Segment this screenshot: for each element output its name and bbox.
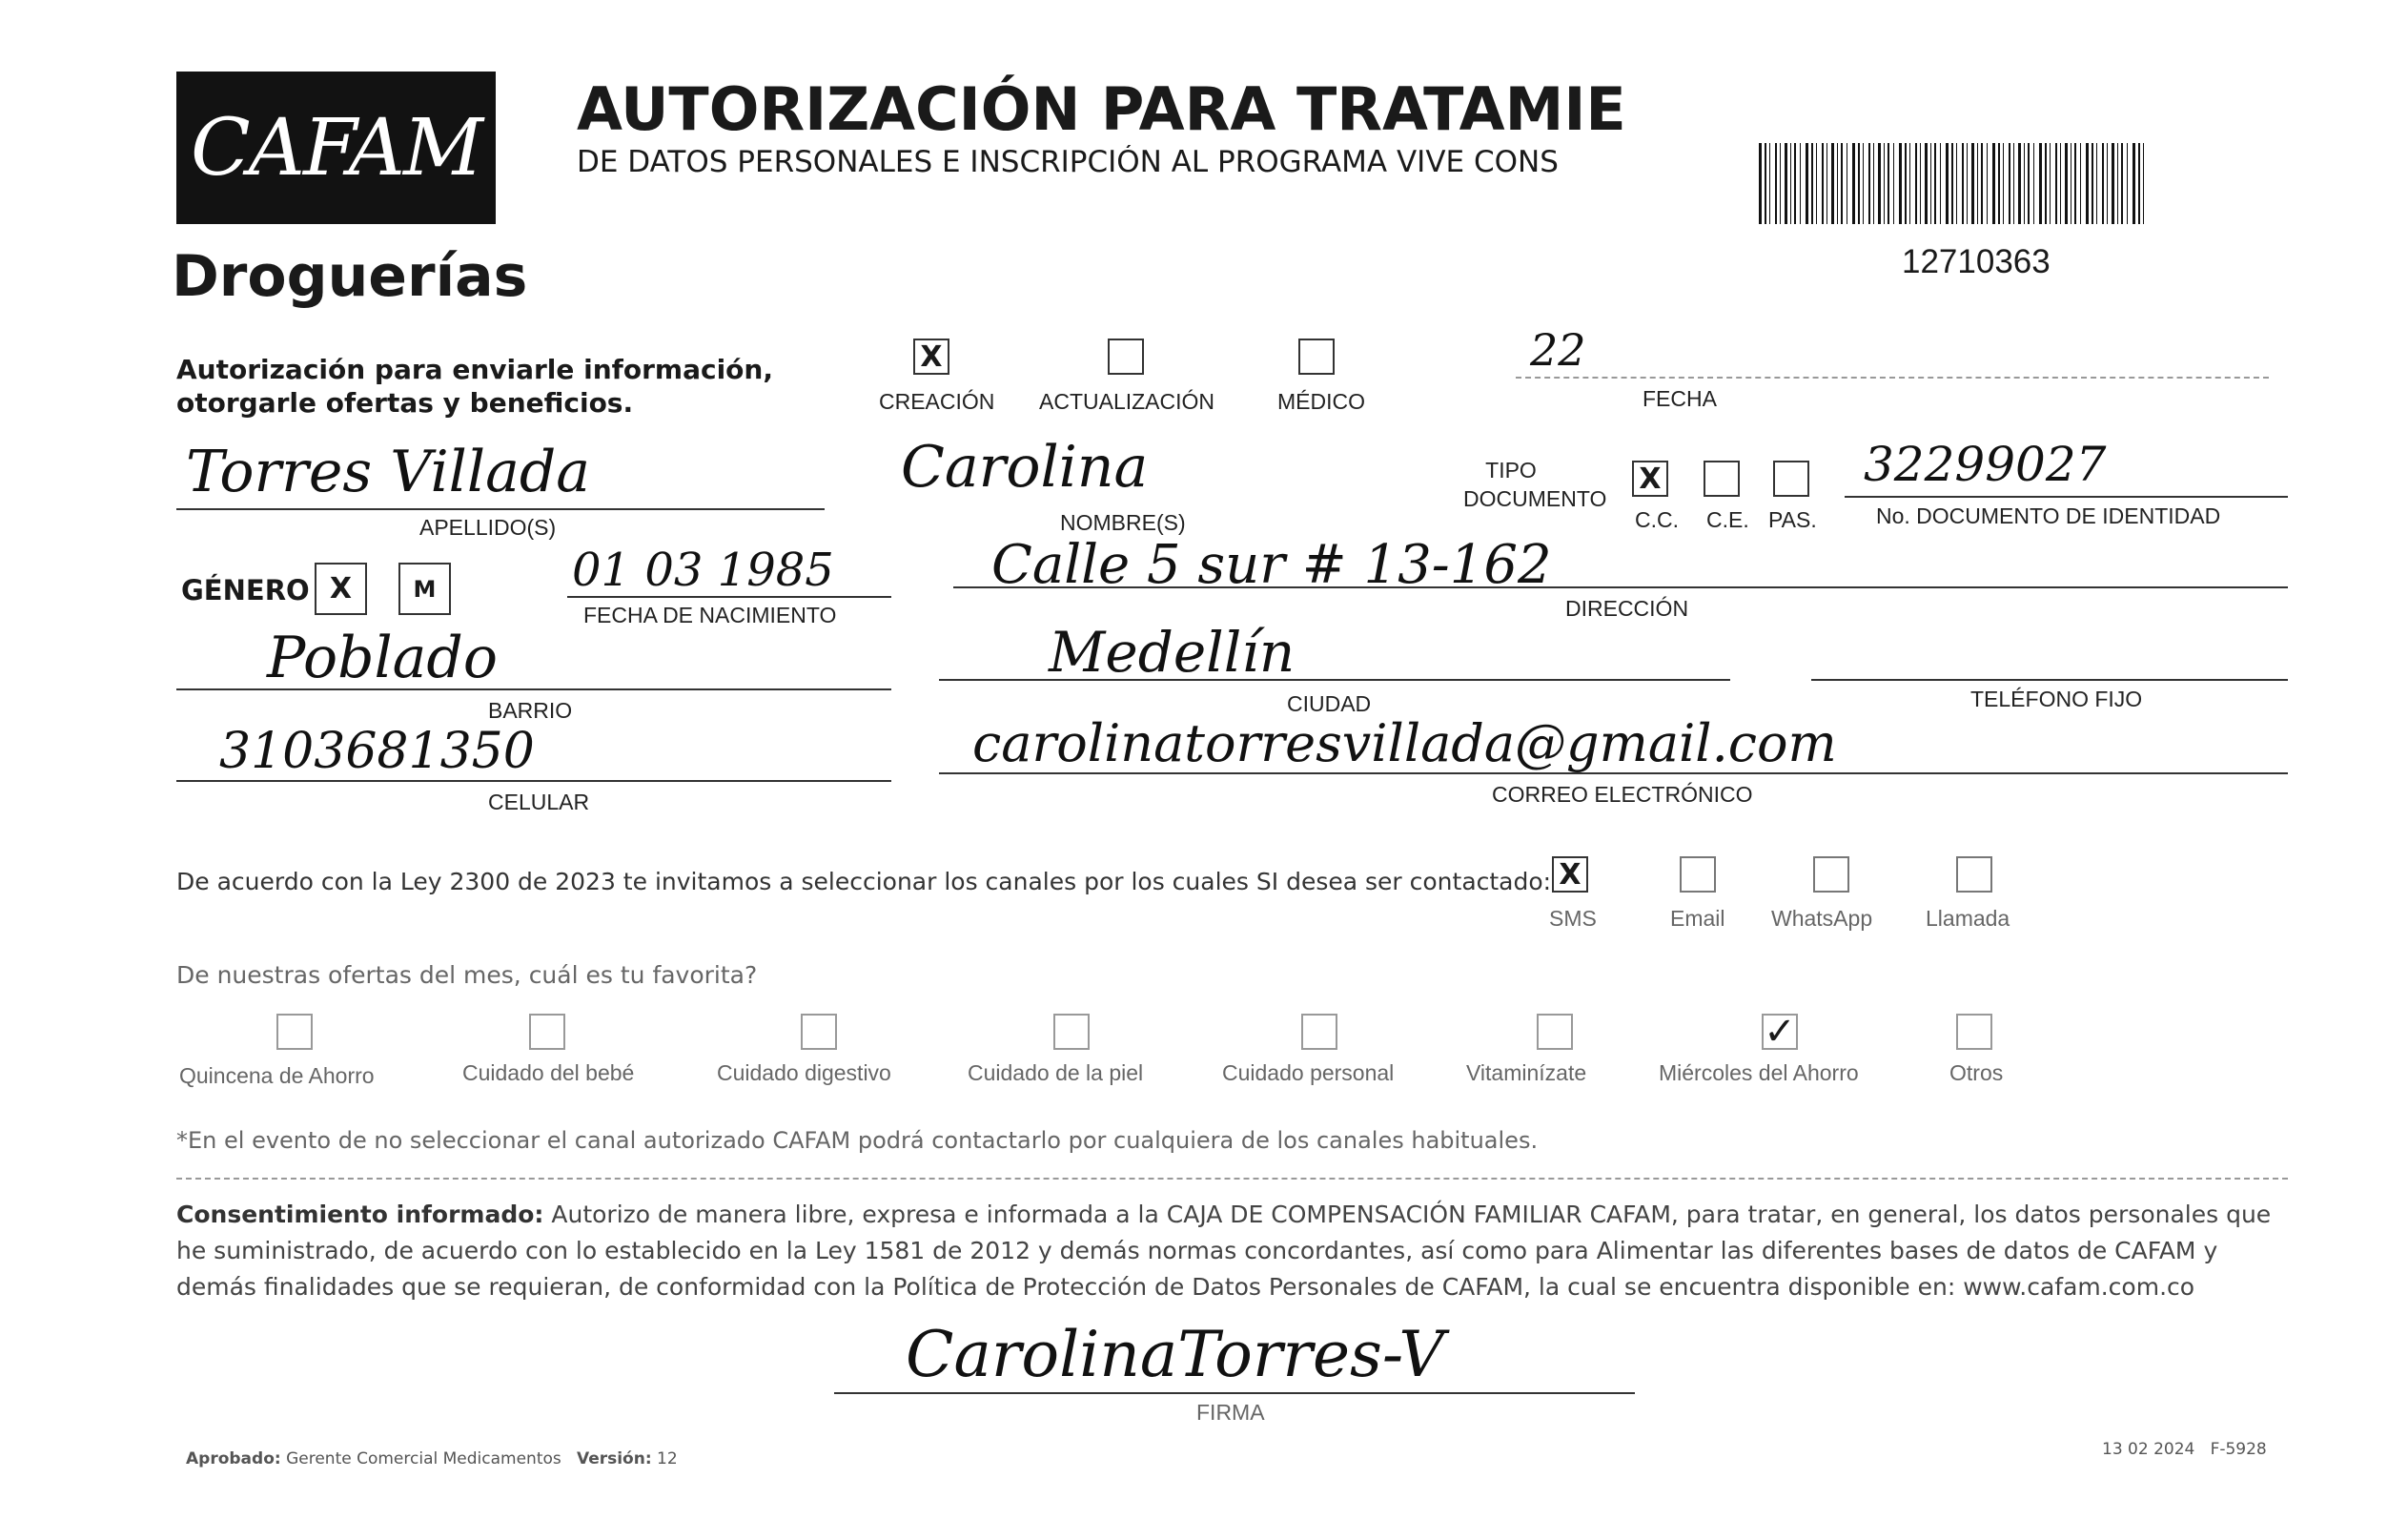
pas-label: PAS. bbox=[1768, 507, 1817, 532]
offer-otros-checkbox[interactable] bbox=[1956, 1014, 1992, 1050]
channels-question: De acuerdo con la Ley 2300 de 2023 te invitamos a seleccionar los canales por los cuales SI desea ser contactado: bbox=[176, 868, 1552, 895]
barcode-bar bbox=[2133, 143, 2135, 224]
barcode-bar bbox=[2096, 143, 2097, 224]
barcode-bar bbox=[2039, 143, 2042, 224]
barcode-bar bbox=[1934, 143, 1936, 224]
ce-checkbox[interactable] bbox=[1704, 461, 1740, 497]
barcode-bar bbox=[1837, 143, 1838, 224]
barcode-bar bbox=[2121, 143, 2123, 224]
barrio-value[interactable]: Poblado bbox=[267, 625, 498, 691]
barcode-bar bbox=[1822, 143, 1824, 224]
divider bbox=[176, 1178, 2288, 1180]
barcode-bar bbox=[1806, 143, 1808, 224]
barcode-bar bbox=[2060, 143, 2061, 224]
barcode-bar bbox=[1794, 143, 1796, 224]
direccion-value[interactable]: Calle 5 sur # 13-162 bbox=[991, 534, 1552, 596]
documento-label: No. DOCUMENTO DE IDENTIDAD bbox=[1876, 503, 2221, 528]
offer-miercoles-label: Miércoles del Ahorro bbox=[1659, 1060, 1859, 1085]
offer-miercoles-checkbox[interactable]: ✓ bbox=[1762, 1014, 1798, 1050]
apellidos-value[interactable]: Torres Villada bbox=[186, 439, 591, 505]
barcode-bar bbox=[1873, 143, 1874, 224]
llamada-checkbox[interactable] bbox=[1956, 856, 1992, 893]
whatsapp-checkbox[interactable] bbox=[1813, 856, 1849, 893]
barcode-bar bbox=[1925, 143, 1928, 224]
barcode-bar bbox=[1946, 143, 1949, 224]
barcode-bar bbox=[1893, 143, 1894, 224]
logo-text: CAFAM bbox=[191, 102, 481, 194]
offer-bebe-checkbox[interactable] bbox=[529, 1014, 565, 1050]
barcode-bar bbox=[1800, 143, 1801, 224]
barcode-bar bbox=[1780, 143, 1781, 224]
footer-approval bbox=[186, 1449, 678, 1468]
pas-checkbox[interactable] bbox=[1773, 461, 1809, 497]
signature-line bbox=[834, 1392, 1635, 1394]
celular-label: CELULAR bbox=[488, 790, 590, 814]
tipo-documento-label: TIPO DOCUMENTO bbox=[1463, 458, 1607, 511]
barcode-bar bbox=[2102, 143, 2104, 224]
offer-digestivo-label: Cuidado digestivo bbox=[717, 1060, 891, 1085]
barcode-bar bbox=[1920, 143, 1921, 224]
apellidos-line bbox=[176, 508, 825, 510]
barcode-bar bbox=[2092, 143, 2093, 224]
offer-vitaminizate-checkbox[interactable] bbox=[1537, 1014, 1573, 1050]
email-checkbox[interactable] bbox=[1680, 856, 1716, 893]
consent-body: Autorizo de manera libre, expresa e informada a la CAJA DE COMPENSACIÓN FAMILIAR CAFAM, para tratar, en general, los datos personales que he suministrado, de acuerdo con lo establecido en la Ley 1581 de 2012 y demás normas concordantes, así como para Alimentar las diferentes bases de datos de CAFAM y demás finalidades que se requieran, de conformidad con la Política de Protección de Datos Personales de CAFAM, la cual se encuentra disponible en: www.cafam.com.co bbox=[176, 1201, 2272, 1301]
barcode bbox=[1759, 143, 2150, 224]
barcode-bar bbox=[2024, 143, 2025, 224]
barcode-bar bbox=[1905, 143, 1907, 224]
barcode-bar bbox=[1852, 143, 1855, 224]
barcode-bar bbox=[2138, 143, 2140, 224]
fecha-value[interactable]: 22 bbox=[1530, 324, 1586, 376]
genero-label: GÉNERO bbox=[181, 574, 310, 606]
form-code: F-5928 bbox=[2210, 1440, 2267, 1459]
date-code: 13 02 2024 bbox=[2102, 1440, 2195, 1459]
barcode-bar bbox=[2033, 143, 2034, 224]
direccion-label: DIRECCIÓN bbox=[1565, 596, 1689, 621]
correo-label: CORREO ELECTRÓNICO bbox=[1492, 782, 1753, 807]
barcode-bar bbox=[2065, 143, 2068, 224]
consent-heading: Consentimiento informado: bbox=[176, 1201, 544, 1228]
offer-personal-label: Cuidado personal bbox=[1222, 1060, 1395, 1085]
barcode-bar bbox=[2117, 143, 2118, 224]
barcode-bar bbox=[1977, 143, 1978, 224]
direccion-line bbox=[953, 586, 2288, 588]
barcode-bar bbox=[1899, 143, 1902, 224]
nacimiento-label: FECHA DE NACIMIENTO bbox=[583, 603, 837, 627]
barcode-bar bbox=[2107, 143, 2108, 224]
barcode-bar bbox=[1826, 143, 1827, 224]
cc-checkbox[interactable]: X bbox=[1632, 461, 1668, 497]
barcode-bar bbox=[1863, 143, 1864, 224]
barcode-bar bbox=[2086, 143, 2089, 224]
intro-line-2: otorgarle ofertas y beneficios. bbox=[176, 387, 634, 419]
barcode-bar bbox=[1816, 143, 1817, 224]
offer-bebe-label: Cuidado del bebé bbox=[462, 1060, 635, 1085]
barcode-bar bbox=[1831, 143, 1834, 224]
approved-value: Gerente Comercial Medicamentos bbox=[286, 1449, 561, 1468]
sms-checkbox[interactable]: X bbox=[1552, 856, 1588, 893]
cc-label: C.C. bbox=[1635, 507, 1679, 532]
brand-subtitle: Droguerías bbox=[172, 243, 528, 310]
offer-quincena-label: Quincena de Ahorro bbox=[179, 1063, 375, 1088]
celular-line bbox=[176, 780, 891, 782]
fecha-line bbox=[1516, 377, 2269, 379]
version-value: 12 bbox=[657, 1449, 678, 1468]
channel-note: *En el evento de no seleccionar el canal autorizado CAFAM podrá contactarlo por cualquiera de los canales habituales. bbox=[176, 1127, 1539, 1154]
barcode-bar bbox=[1841, 143, 1843, 224]
barcode-bar bbox=[1962, 143, 1964, 224]
offer-otros-label: Otros bbox=[1949, 1060, 2004, 1085]
barcode-bar bbox=[1790, 143, 1791, 224]
apellidos-label: APELLIDO(S) bbox=[419, 515, 557, 540]
barcode-bar bbox=[2013, 143, 2014, 224]
barrio-line bbox=[176, 688, 891, 690]
offer-vitaminizate-label: Vitaminízate bbox=[1466, 1060, 1587, 1085]
barcode-bar bbox=[1992, 143, 1995, 224]
actualizacion-label: ACTUALIZACIÓN bbox=[1039, 389, 1215, 414]
barcode-bar bbox=[1759, 143, 1762, 224]
barcode-bar bbox=[1971, 143, 1974, 224]
barcode-bar bbox=[2080, 143, 2081, 224]
barcode-bar bbox=[2009, 143, 2010, 224]
nombres-value[interactable]: Carolina bbox=[901, 434, 1149, 501]
barcode-bar bbox=[2143, 143, 2144, 224]
barcode-bar bbox=[2045, 143, 2047, 224]
approved-label: Aprobado: bbox=[186, 1449, 281, 1468]
correo-line bbox=[939, 772, 2288, 774]
barcode-bar bbox=[1878, 143, 1881, 224]
footer-codes bbox=[2102, 1440, 2267, 1459]
nacimiento-value[interactable]: 01 03 1985 bbox=[572, 544, 834, 597]
signature-value[interactable]: CarolinaTorres-V bbox=[906, 1318, 1445, 1391]
barcode-bar bbox=[2003, 143, 2004, 224]
documento-value[interactable]: 32299027 bbox=[1864, 437, 2107, 492]
barcode-bar bbox=[1930, 143, 1931, 224]
ciudad-value[interactable]: Medellín bbox=[1049, 620, 1296, 685]
barcode-number: 12710363 bbox=[1902, 243, 2051, 280]
fecha-label: FECHA bbox=[1643, 386, 1717, 411]
barcode-bar bbox=[1765, 143, 1766, 224]
whatsapp-label: WhatsApp bbox=[1771, 906, 1873, 931]
barcode-bar bbox=[1884, 143, 1885, 224]
barcode-bar bbox=[1981, 143, 1983, 224]
barcode-bar bbox=[1967, 143, 1968, 224]
barcode-bar bbox=[1769, 143, 1770, 224]
barcode-bar bbox=[1888, 143, 1889, 224]
barcode-bar bbox=[2050, 143, 2051, 224]
barcode-bar bbox=[2127, 143, 2128, 224]
barcode-bar bbox=[2018, 143, 2021, 224]
offer-quincena-checkbox[interactable] bbox=[276, 1014, 313, 1050]
offers-question: De nuestras ofertas del mes, cuál es tu favorita? bbox=[176, 961, 758, 989]
barcode-bar bbox=[1909, 143, 1910, 224]
cafam-logo bbox=[176, 72, 496, 224]
ce-label: C.E. bbox=[1706, 507, 1749, 532]
barcode-bar bbox=[1775, 143, 1777, 224]
llamada-label: Llamada bbox=[1926, 906, 2010, 931]
genero-m-checkbox[interactable]: M bbox=[398, 563, 451, 615]
nacimiento-line bbox=[567, 596, 891, 598]
barcode-bar bbox=[1956, 143, 1957, 224]
barcode-bar bbox=[1998, 143, 2000, 224]
documento-line bbox=[1845, 496, 2288, 498]
offer-digestivo-checkbox[interactable] bbox=[801, 1014, 837, 1050]
ciudad-label: CIUDAD bbox=[1287, 691, 1372, 716]
ciudad-line bbox=[939, 679, 1730, 681]
barcode-bar bbox=[1915, 143, 1917, 224]
barcode-bar bbox=[1868, 143, 1870, 224]
barcode-bar bbox=[1951, 143, 1953, 224]
barcode-bar bbox=[2055, 143, 2057, 224]
consent-paragraph bbox=[176, 1197, 2302, 1305]
barcode-bar bbox=[2074, 143, 2076, 224]
barcode-bar bbox=[1858, 143, 1860, 224]
barcode-bar bbox=[1785, 143, 1787, 224]
offer-piel-checkbox[interactable] bbox=[1053, 1014, 1090, 1050]
actualizacion-checkbox[interactable] bbox=[1108, 339, 1144, 375]
barcode-bar bbox=[1811, 143, 1813, 224]
medico-checkbox[interactable] bbox=[1298, 339, 1335, 375]
telefono-label: TELÉFONO FIJO bbox=[1970, 687, 2143, 711]
creacion-label: CREACIÓN bbox=[879, 389, 995, 414]
telefono-line bbox=[1811, 679, 2288, 681]
barrio-label: BARRIO bbox=[488, 698, 573, 723]
barcode-bar bbox=[2028, 143, 2030, 224]
nombres-label: NOMBRE(S) bbox=[1060, 510, 1186, 535]
barcode-bar bbox=[1987, 143, 1988, 224]
offer-personal-checkbox[interactable] bbox=[1301, 1014, 1337, 1050]
creacion-checkbox[interactable]: X bbox=[913, 339, 949, 375]
authorization-intro bbox=[176, 353, 863, 420]
email-label: Email bbox=[1670, 906, 1725, 931]
signature-label: FIRMA bbox=[1196, 1400, 1265, 1425]
version-label: Versión: bbox=[576, 1449, 652, 1468]
intro-line-1: Autorización para enviarle información, bbox=[176, 354, 773, 385]
correo-value[interactable]: carolinatorresvillada@gmail.com bbox=[972, 713, 1837, 773]
barcode-bar bbox=[1940, 143, 1941, 224]
genero-f-checkbox[interactable]: X bbox=[315, 563, 367, 615]
celular-value[interactable]: 3103681350 bbox=[219, 723, 535, 780]
offer-piel-label: Cuidado de la piel bbox=[968, 1060, 1144, 1085]
form-title: AUTORIZACIÓN PARA TRATAMIE bbox=[577, 74, 1626, 144]
barcode-bar bbox=[2112, 143, 2114, 224]
form-subtitle: DE DATOS PERSONALES E INSCRIPCIÓN AL PROGRAMA VIVE CONS bbox=[577, 145, 1559, 179]
medico-label: MÉDICO bbox=[1277, 389, 1365, 414]
sms-label: SMS bbox=[1549, 906, 1597, 931]
